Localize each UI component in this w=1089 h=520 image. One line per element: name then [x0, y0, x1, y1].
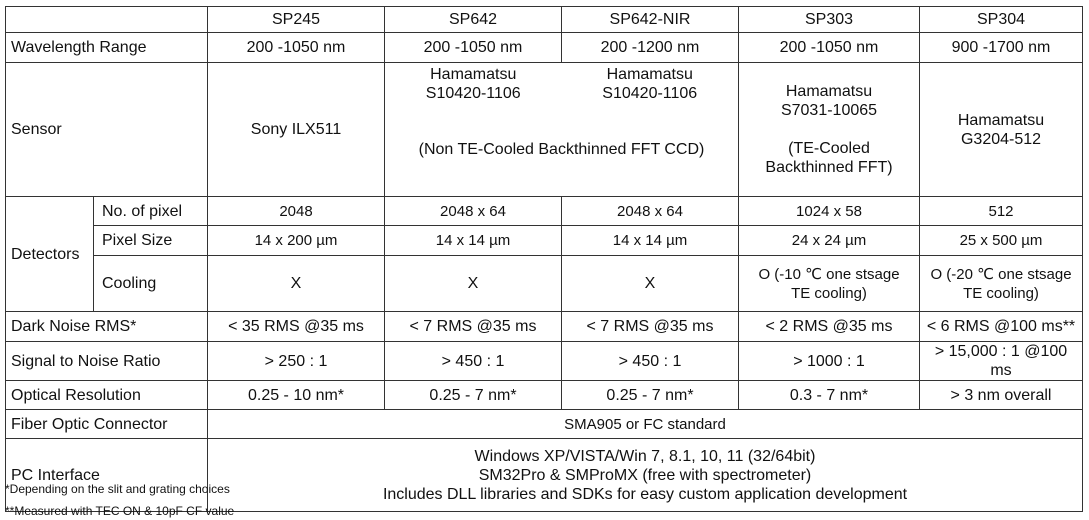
snr-sp245: > 250 : 1 [208, 342, 385, 381]
snr-sp303: > 1000 : 1 [739, 342, 920, 381]
pixel-size-sp642-nir: 14 x 14 µm [562, 226, 739, 256]
sensor-sp642: Hamamatsu S10420-1106 [385, 63, 562, 140]
pixel-size-sp245: 14 x 200 µm [208, 226, 385, 256]
footnote-slit-grating: *Depending on the slit and grating choices [5, 482, 230, 496]
pixels-sp304: 512 [920, 197, 1083, 226]
dark-noise-sp303: < 2 RMS @35 ms [739, 312, 920, 342]
header-corner-cell [6, 7, 208, 33]
header-sp642: SP642 [385, 7, 562, 33]
dark-noise-sp642: < 7 RMS @35 ms [385, 312, 562, 342]
resolution-sp303: 0.3 - 7 nm* [739, 381, 920, 410]
pixels-sp642: 2048 x 64 [385, 197, 562, 226]
pixels-row [6, 197, 1083, 226]
pixels-label: No. of pixel [94, 197, 208, 226]
sensor-sp304: Hamamatsu G3204-512 [920, 63, 1083, 197]
pc-value: Windows XP/VISTA/Win 7, 8.1, 10, 11 (32/64bit) SM32Pro & SMProMX (free with spectrometer) Includes DLL libraries and SDKs for easy custom application development [208, 439, 1083, 512]
header-sp304: SP304 [920, 7, 1083, 33]
snr-label: Signal to Noise Ratio [6, 342, 208, 381]
wavelength-sp303: 200 -1050 nm [739, 33, 920, 63]
dark-noise-sp304: < 6 RMS @100 ms** [920, 312, 1083, 342]
sensor-label: Sensor [6, 63, 208, 197]
pixels-sp642-nir: 2048 x 64 [562, 197, 739, 226]
wavelength-sp642: 200 -1050 nm [385, 33, 562, 63]
dark-noise-sp245: < 35 RMS @35 ms [208, 312, 385, 342]
dark-noise-sp642-nir: < 7 RMS @35 ms [562, 312, 739, 342]
header-row [6, 7, 1083, 33]
footnote-tec: **Measured with TEC ON & 10pF CF value [5, 504, 235, 518]
resolution-sp642-nir: 0.25 - 7 nm* [562, 381, 739, 410]
snr-sp642: > 450 : 1 [385, 342, 562, 381]
pixel-size-sp642: 14 x 14 µm [385, 226, 562, 256]
wavelength-sp304: 900 -1700 nm [920, 33, 1083, 63]
fiber-label: Fiber Optic Connector [6, 410, 208, 439]
cooling-row [6, 256, 1083, 312]
snr-sp642-nir: > 450 : 1 [562, 342, 739, 381]
cooling-label: Cooling [94, 256, 208, 312]
cooling-sp642: X [385, 256, 562, 312]
sensor-shared-note: (Non TE-Cooled Backthinned FFT CCD) [385, 140, 739, 197]
resolution-row [6, 381, 1083, 410]
pixel-size-sp303: 24 x 24 µm [739, 226, 920, 256]
resolution-sp304: > 3 nm overall [920, 381, 1083, 410]
resolution-label: Optical Resolution [6, 381, 208, 410]
sensor-sp303 [739, 63, 920, 197]
resolution-sp245: 0.25 - 10 nm* [208, 381, 385, 410]
pixels-sp303: 1024 x 58 [739, 197, 920, 226]
wavelength-row [6, 33, 1083, 63]
dark-noise-label: Dark Noise RMS* [6, 312, 208, 342]
cooling-sp642-nir: X [562, 256, 739, 312]
header-sp642-nir: SP642-NIR [562, 7, 739, 33]
wavelength-label: Wavelength Range [6, 33, 208, 63]
pc-label: PC Interface [6, 439, 208, 512]
wavelength-sp642-nir: 200 -1200 nm [562, 33, 739, 63]
pixel-size-sp304: 25 x 500 µm [920, 226, 1083, 256]
dark-noise-row [6, 312, 1083, 342]
sensor-sp642-nir: Hamamatsu S10420-1106 [562, 63, 739, 140]
sensor-sp303-model: Hamamatsu S7031-10065 [780, 83, 878, 119]
pixel-size-row [6, 226, 1083, 256]
pc-row [6, 439, 1083, 512]
header-sp245: SP245 [208, 7, 385, 33]
cooling-sp303: O (-10 ℃ one stsage TE cooling) [739, 256, 920, 312]
fiber-row [6, 410, 1083, 439]
pixels-sp245: 2048 [208, 197, 385, 226]
cooling-sp304: O (-20 ℃ one stsage TE cooling) [920, 256, 1083, 312]
sensor-row [6, 63, 1083, 140]
resolution-sp642: 0.25 - 7 nm* [385, 381, 562, 410]
wavelength-sp245: 200 -1050 nm [208, 33, 385, 63]
detectors-label: Detectors [6, 197, 94, 312]
header-sp303: SP303 [739, 7, 920, 33]
fiber-value: SMA905 or FC standard [208, 410, 1083, 439]
snr-sp304: > 15,000 : 1 @100 ms [920, 342, 1083, 381]
cooling-sp245: X [208, 256, 385, 312]
pixel-size-label: Pixel Size [94, 226, 208, 256]
spec-table [5, 6, 1083, 512]
snr-row [6, 342, 1083, 381]
sensor-sp303-note: (TE-Cooled Backthinned FFT) [765, 140, 893, 176]
sensor-sp245: Sony ILX511 [208, 63, 385, 197]
